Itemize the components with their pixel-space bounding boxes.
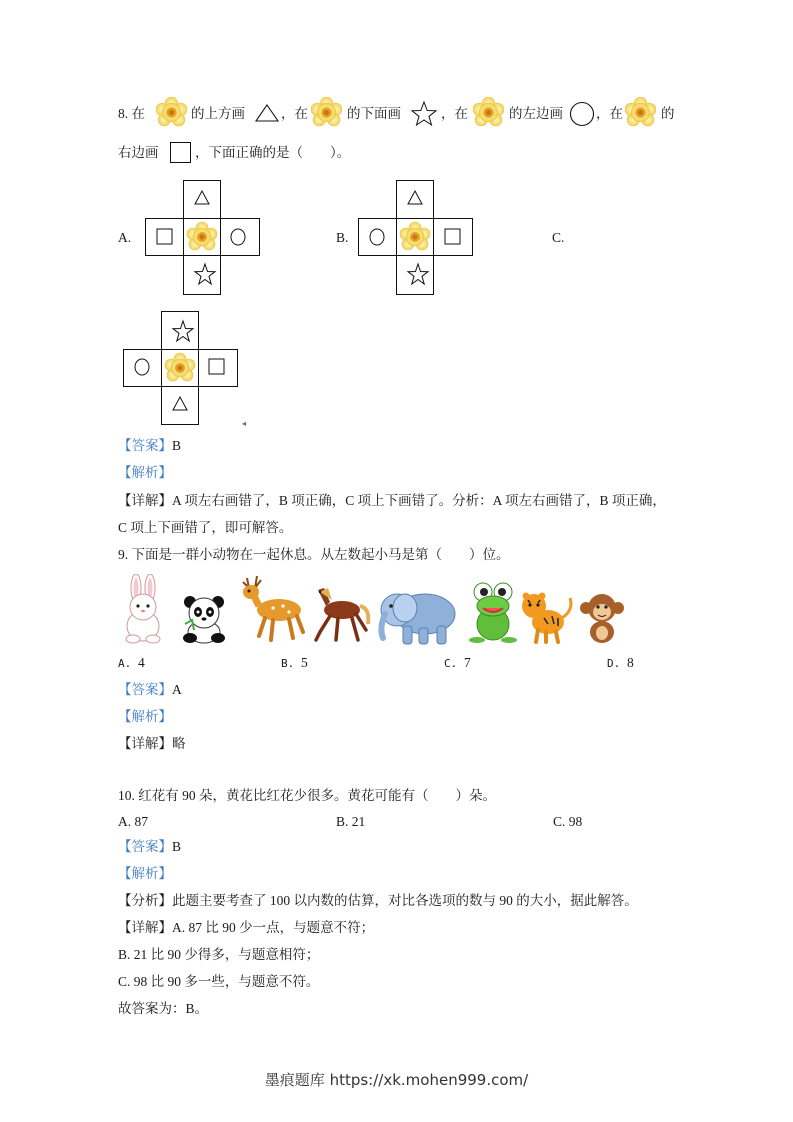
square-icon (170, 142, 191, 163)
detail-tag: 【详解】 (118, 493, 172, 508)
grid-cell-center (183, 218, 221, 256)
answer-tag: 【答案】 (118, 438, 172, 453)
star-icon (410, 100, 438, 127)
detail-text: A 项左右画错了，B 项正确，C 项上下画错了。分析：A 项左右画错了，B 项正确， (172, 493, 666, 508)
q8-text-2: 的上方画 (191, 106, 245, 121)
q10-detail-line-3: C. 98 比 90 多一些，与题意不符。 (118, 974, 320, 989)
grid-cell-left (123, 349, 162, 387)
answer-tag: 【答案】 (118, 839, 172, 854)
footer-watermark: 墨痕题库 https://xk.mohen999.com/ (264, 1071, 529, 1089)
q8-text-10: ，下面正确的是（ ）。 (195, 145, 351, 160)
option-letter: C. (444, 657, 458, 670)
q10-option-a: A. 87 (118, 814, 148, 829)
detail-tag: 【详解】 (118, 736, 172, 751)
q10-fenxi-line (118, 894, 638, 908)
grid-cell-right (198, 349, 238, 387)
deer-icon (235, 574, 307, 644)
q8-answer-line (118, 439, 181, 453)
q8-text-1: 8. 在 (118, 106, 145, 121)
option-letter: D. (607, 657, 621, 670)
answer-value: A (172, 682, 182, 697)
horse-icon (308, 584, 374, 644)
square-icon (146, 219, 183, 255)
q9-option-a (118, 656, 145, 670)
answer-value: B (172, 438, 182, 453)
q10-question: 10. 红花有 90 朵，黄花比红花少很多。黄花可能有（ ）朵。 (118, 788, 496, 803)
q9-option-b (281, 656, 308, 670)
option-value: 7 (464, 655, 471, 670)
triangle-icon (162, 387, 198, 424)
option-a-label: A. (118, 230, 132, 245)
grid-cell-top (183, 180, 221, 219)
grid-cell-top (396, 180, 434, 219)
q8-text-5: ，在 (441, 106, 468, 121)
q10-option-b: B. 21 (336, 814, 366, 829)
q9-option-d (607, 656, 634, 670)
q10-answer-line (118, 840, 181, 854)
flower-icon (162, 350, 198, 386)
analysis-tag: 【解析】 (118, 866, 172, 881)
analysis-tag: 【解析】 (118, 709, 172, 724)
q8-text-6: 的左边画 (509, 106, 563, 121)
circle-icon (359, 219, 396, 255)
q9-option-c (444, 656, 471, 670)
grid-cell-center (161, 349, 199, 387)
option-b-label: B. (336, 230, 349, 245)
flower-icon (397, 219, 433, 255)
fenxi-text: 此题主要考查了 100 以内数的估算，对比各选项的数与 90 的大小，据此解答。 (172, 893, 638, 908)
q8-text-7: ，在 (596, 106, 623, 121)
q9-question: 9. 下面是一群小动物在一起休息。从左数起小马是第（ ）位。 (118, 547, 510, 562)
option-c-label: C. (552, 230, 565, 245)
grid-cell-bottom (396, 255, 434, 295)
panda-icon (180, 594, 228, 644)
star-icon (397, 256, 433, 294)
detail-text: A. 87 比 90 少一点，与题意不符； (172, 920, 375, 935)
q8-detail-line-1 (118, 494, 666, 508)
tiger-icon (518, 590, 576, 644)
frog-icon (469, 580, 517, 644)
grid-cell-bottom (161, 386, 199, 425)
grid-cell-center (396, 218, 434, 256)
q8-text-9: 右边画 (118, 145, 159, 160)
flower-icon (156, 97, 187, 128)
grid-cell-left (145, 218, 184, 256)
grid-cell-top (161, 311, 199, 350)
circle-icon (124, 350, 161, 386)
option-value: 5 (301, 655, 308, 670)
grid-cell-bottom (183, 255, 221, 295)
detail-tag: 【详解】 (118, 920, 172, 935)
q8-text-4: 的下面画 (347, 106, 401, 121)
q8-text-8: 的 (661, 106, 675, 121)
q9-detail-line (118, 737, 186, 751)
q10-option-c: C. 98 (553, 814, 583, 829)
option-value: 4 (138, 655, 145, 670)
q9-answer-line (118, 683, 182, 697)
star-icon (184, 256, 220, 294)
option-value: 8 (627, 655, 634, 670)
q10-detail-line-2: B. 21 比 90 少得多，与题意相符； (118, 947, 320, 962)
grid-cell-right (220, 218, 260, 256)
star-icon (162, 312, 198, 349)
option-letter: A. (118, 657, 132, 670)
square-icon (434, 219, 472, 255)
answer-tag: 【答案】 (118, 682, 172, 697)
option-letter: B. (281, 657, 295, 670)
flower-icon (473, 97, 504, 128)
circle-icon (221, 219, 259, 255)
rabbit-icon (118, 574, 170, 644)
answer-value: B (172, 839, 182, 854)
grid-cell-right (433, 218, 473, 256)
analysis-tag: 【解析】 (118, 465, 172, 480)
flower-icon (625, 97, 656, 128)
elephant-icon (375, 584, 467, 646)
grid-cell-left (358, 218, 397, 256)
flower-icon (311, 97, 342, 128)
triangle-icon (397, 181, 433, 218)
flower-icon (184, 219, 220, 255)
q10-detail-line-1 (118, 921, 374, 935)
q8-text-3: ，在 (281, 106, 308, 121)
q8-detail-line-2: C 项上下画错了，即可解答。 (118, 520, 293, 535)
paragraph-mark: ◂ (242, 419, 247, 428)
fenxi-tag: 【分析】 (118, 893, 172, 908)
monkey-icon (578, 592, 626, 644)
q10-conclusion: 故答案为：B。 (118, 1001, 209, 1016)
detail-text: 略 (172, 736, 186, 751)
circle-icon (569, 101, 595, 127)
triangle-icon (254, 103, 280, 123)
triangle-icon (184, 181, 220, 218)
square-icon (199, 350, 237, 386)
